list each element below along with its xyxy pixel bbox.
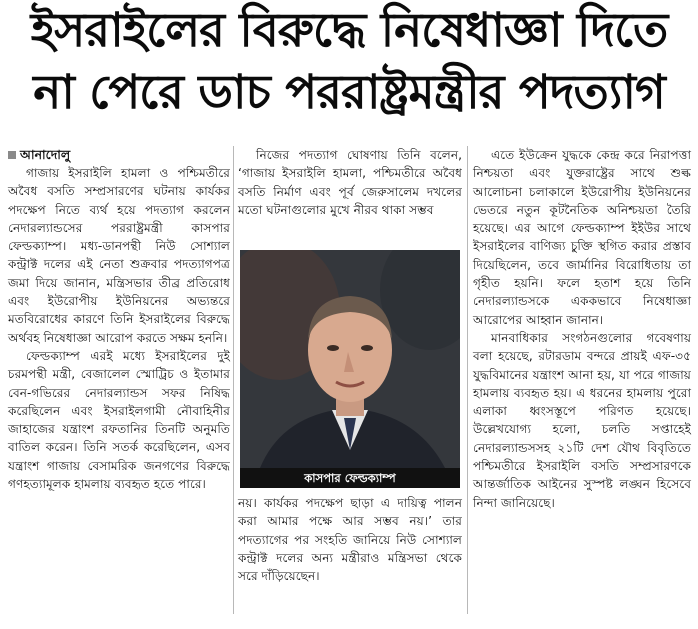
headline xyxy=(0,0,698,128)
column-divider-1 xyxy=(233,146,234,614)
column-3-paragraph-1: এতে ইউক্রেন যুদ্ধকে কেন্দ্র করে নিরাপত্তা নিশ্চয়তা এবং যুক্তরাষ্ট্রের সাথে শুল্ক আলোচনা চলাকালে ইউরোপীয় ইউনিয়নের ভেতরে নতুন কূটনৈতিক অনিশ্চয়তা তৈরি হয়েছে। এর আগে ফেল্ডক্যাম্প ইইউর সাথে ইসরাইলের বাণিজ্য চুক্তি স্থগিত করার প্রস্তাব দিয়েছিলেন, তবে জার্মানির বিরোধিতায় তা গৃহীত হয়নি। ফলে হতাশ হয়ে তিনি নেদারল্যান্ডসকে এককভাবে নিষেধাজ্ঞা আরোপের আহ্বান জানান। xyxy=(473,148,691,327)
headline-line-2: না পেরে ডাচ পররাষ্ট্রমন্ত্রীর পদত্যাগ xyxy=(33,65,665,120)
article-column-3 xyxy=(473,146,691,512)
portrait-photo xyxy=(240,250,460,468)
column-1-paragraph-2: ফেল্ডক্যাম্প এরই মধ্যে ইসরাইলের দুই চরমপন্থী মন্ত্রী, বেজালেল স্মোট্রিচ ও ইতামার বেন-গভিরের নেদারল্যান্ডস সফর নিষিদ্ধ করেছিলেন এবং ইসরাইলগামী নৌবাহিনীর জাহাজের যন্ত্রাংশ রফতানির তিনটি অনুমতি বাতিল করেন। তিনি সতর্ক করেছিলেন, এসব যন্ত্রাংশ গাজায় বেসামরিক জনগণের বিরুদ্ধে গণহত্যামূলক হামলায় ব্যবহৃত হতে পারে। xyxy=(8,348,230,492)
byline-source: আনাদোলু xyxy=(20,147,71,162)
headline-line-1: ইসরাইলের বিরুদ্ধে নিষেধাজ্ঞা দিতে xyxy=(30,3,668,58)
column-3-paragraph-2: মানবাধিকার সংগঠনগুলোর গবেষণায় বলা হয়েছে, রটারডাম বন্দরে প্রায়ই এফ-৩৫ যুদ্ধবিমানের যন্ত্রাংশ আনা হয়, যা পরে গাজায় হামলায় ব্যবহৃত হয়। এ ধরনের হামলায় পুরো এলাকা ধ্বংসস্তূপে পরিণত হয়েছে। উল্লেখযোগ্য হলো, চলতি সপ্তাহেই নেদারল্যান্ডসসহ ২১টি দেশ যৌথ বিবৃতিতে পশ্চিমতীরে ইসরাইলি বসতি সম্প্রসারণকে আন্তর্জাতিক আইনের সুস্পষ্ট লঙ্ঘন হিসেবে নিন্দা জানিয়েছে। xyxy=(473,330,691,510)
photo-caption: কাসপার ফেল্ডক্যাম্প xyxy=(240,468,460,488)
column-1-paragraph-1: গাজায় ইসরাইলি হামলা ও পশ্চিমতীরে অবৈধ বসতি সম্প্রসারণের ঘটনায় কার্যকর পদক্ষেপ নিতে ব্যর্থ হয়ে পদত্যাগ করলেন নেদারল্যান্ডসের পররাষ্ট্রমন্ত্রী কাসপার ফেল্ডক্যাম্প। মধ্য-ডানপন্থী নিউ সোশ্যাল কন্ট্রাক্ট দলের এই নেতা শুক্রবার পদত্যাগপত্র জমা দিয়ে জানান, মন্ত্রিসভার তীব্র প্রতিরোধ এবং ইউরোপীয় ইউনিয়নের অভ্যন্তরে মতবিরোধের কারণে তিনি ইসরাইলের বিরুদ্ধে অর্থবহ নিষেধাজ্ঞা আরোপ করতে সক্ষম হননি। xyxy=(8,166,230,345)
column-2-paragraph-top: নিজের পদত্যাগ ঘোষণায় তিনি বলেন, ‘গাজায় ইসরাইলি হামলা, পশ্চিমতীরে অবৈধ বসতি নির্মাণ এবং পূর্ব জেরুসালেম দখলের মতো ঘটনাগুলোর মুখে নীরব থাকা সম্ভব xyxy=(238,148,462,217)
column-divider-2 xyxy=(467,146,468,614)
article-column-1 xyxy=(8,146,230,493)
byline-bullet-icon xyxy=(8,151,16,159)
portrait-illustration xyxy=(240,250,460,468)
column-2-paragraph-bottom: নয়। কার্যকর পদক্ষেপ ছাড়া এ দায়িত্ব পালন করা আমার পক্ষে আর সম্ভব নয়।’ তার পদত্যাগের পর সংহতি জানিয়ে নিউ সোশ্যাল কন্ট্রাক্ট দলের অন্য মন্ত্রীরাও মন্ত্রিসভা থেকে সরে দাঁড়িয়েছেন। xyxy=(238,496,462,584)
byline xyxy=(8,146,230,164)
article-column-2 xyxy=(238,146,462,219)
article-column-2-continued xyxy=(238,494,462,585)
